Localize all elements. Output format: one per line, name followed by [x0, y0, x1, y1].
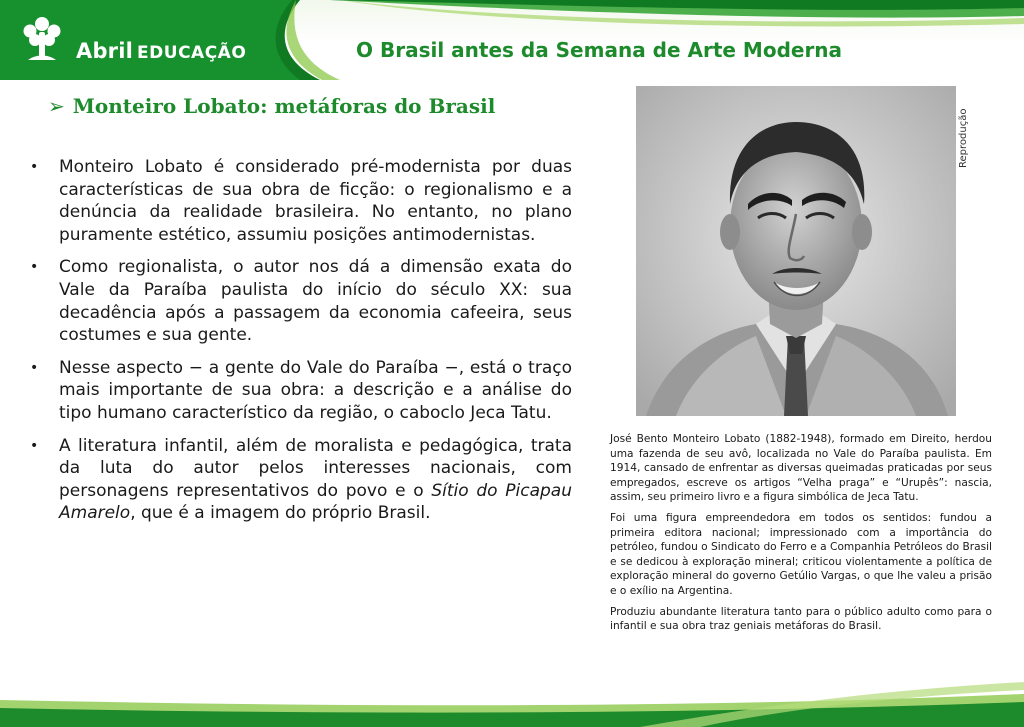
bullet-dot-icon: • — [30, 259, 39, 276]
arrow-right-icon: ➢ — [48, 94, 65, 118]
bullet-dot-icon: • — [30, 437, 39, 454]
caption-paragraph: José Bento Monteiro Lobato (1882-1948), formado em Direito, herdou uma fazenda de seu avô, localizada no Vale do Paraíba paulista. Em 1914, cansado de enfrentar as diversas queimadas praticadas por seus empregados, escreve os artigos “Velha praga” e “Urupês”: nascia, assim, seu primeiro livro e a figura simbólica de Jeca Tatu. — [610, 433, 992, 504]
list-item — [30, 156, 572, 246]
footer-swoosh — [0, 676, 1024, 727]
photo-credit-text: Reprodução — [958, 108, 969, 168]
book-title: Sítio do Picapau Amarelo — [59, 480, 572, 524]
caption-paragraph: Produziu abundante literatura tanto para o público adulto como para o infantil e sua obra traz geniais metáforas do Brasil. — [610, 605, 992, 633]
photo-caption — [610, 432, 992, 640]
bullet-dot-icon: • — [30, 359, 39, 376]
list-item-text: Como regionalista, o autor nos dá a dimensão exata do Vale da Paraíba paulista do início do século XX: sua decadência após a passagem da economia cafeeira, seus costumes e sua gente. — [59, 257, 572, 346]
section-heading-text: Monteiro Lobato: metáforas do Brasil — [72, 94, 496, 118]
page-title: O Brasil antes da Semana de Arte Moderna — [356, 38, 843, 62]
tree-logo-icon — [18, 14, 66, 66]
brand-wordmark — [76, 39, 246, 63]
brand-name: Abril — [76, 39, 134, 63]
list-item-text-start: A literatura infantil, além de moralista e pedagógica, trata da luta do autor pelos interesses nacionais, com personagens representativos do povo e o — [59, 435, 572, 501]
portrait-illustration — [636, 86, 956, 416]
list-item-text-end: , que é a imagem do próprio Brasil. — [130, 503, 431, 524]
photo-credit — [952, 104, 978, 174]
header — [0, 0, 1024, 80]
caption-paragraph: Foi uma figura empreendedora em todos os sentidos: fundou a primeira editora nacional; impressionado com a importância do petróleo, fundou o Sindicato do Ferro e a Companhia Petróleos do Brasil e se dedicou à exploração mineral; criticou violentamente a política de exploração mineral do governo Getúlio Vargas, o que lhe valeu a prisão e o exílio na Argentina. — [610, 511, 992, 597]
bullet-list — [30, 156, 572, 535]
list-item-text: Monteiro Lobato é considerado pré-modernista por duas características de sua obra de ficção: o regionalismo e a denúncia da realidade brasileira. No entanto, no plano puramente estético, assumiu posições antimodernistas. — [59, 157, 572, 245]
list-item — [30, 357, 572, 425]
footer-band — [0, 676, 1024, 727]
list-item — [30, 435, 572, 525]
portrait-photo — [636, 86, 956, 416]
list-item-text: Nesse aspecto − a gente do Vale do Paraíba −, está o traço mais importante de sua obra: a descrição e a análise do tipo humano característico da região, o caboclo Jeca Tatu. — [59, 357, 572, 423]
bullet-dot-icon: • — [30, 159, 39, 175]
brand-suffix: EDUCAÇÃO — [137, 43, 247, 63]
brand-logo[interactable] — [14, 14, 247, 70]
section-heading — [48, 94, 495, 118]
list-item — [30, 256, 572, 346]
